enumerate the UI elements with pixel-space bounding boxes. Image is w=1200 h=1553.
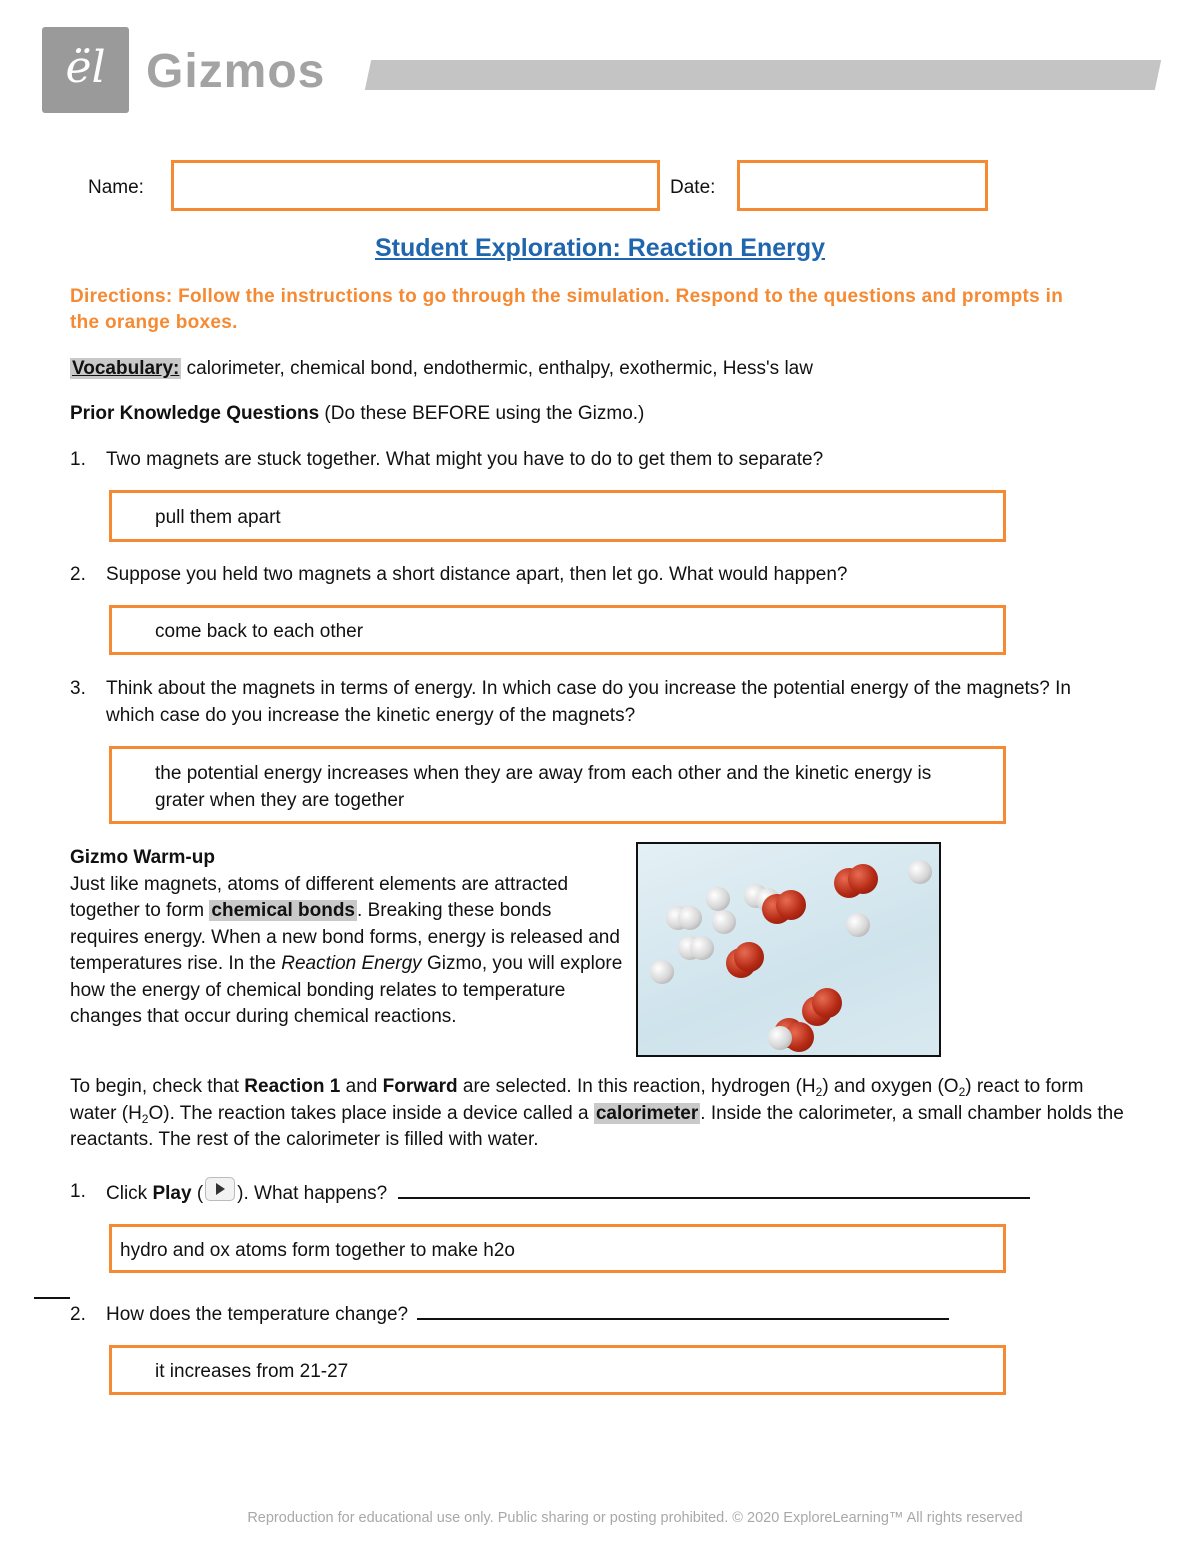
header-bar	[365, 60, 1161, 90]
calorimeter-term: calorimeter	[595, 1102, 699, 1124]
answer-line	[398, 1181, 1030, 1199]
chemical-bonds-term: chemical bonds	[211, 900, 356, 921]
stray-line	[34, 1297, 70, 1299]
question-text-part: ). What happens?	[237, 1183, 388, 1204]
explorelearning-logo-icon: ël	[65, 42, 106, 93]
question-text	[106, 1302, 1096, 1329]
begin-text: To begin, check that	[70, 1076, 245, 1097]
reaction-1-term: Reaction 1	[244, 1076, 341, 1097]
gizmo-name: Reaction Energy	[281, 953, 422, 974]
answer-box[interactable]	[109, 605, 1006, 655]
answer-box[interactable]	[109, 490, 1006, 542]
footer-copyright: Reproduction for educational use only. Public sharing or posting prohibited. © 2020 ExploreLearning™ All rights reserved	[247, 1510, 1023, 1526]
question-text-part: How does the temperature change?	[106, 1304, 409, 1325]
begin-text: are selected. In this reaction, hydrogen (H	[457, 1076, 816, 1097]
begin-text: O). The reaction takes place inside a device called a	[148, 1102, 594, 1124]
oxygen-atom	[776, 890, 806, 920]
answer-text: the potential energy increases when they are away from each other and the kinetic energy is grater when they are together	[155, 763, 932, 811]
subscript: 2	[815, 1085, 823, 1099]
begin-text: ) react to form water (H	[70, 1076, 1084, 1124]
date-field[interactable]	[737, 160, 988, 211]
question-text-part: Click	[106, 1183, 153, 1204]
oxygen-atom	[812, 988, 842, 1018]
hydrogen-atom	[690, 936, 714, 960]
warmup-section	[70, 845, 625, 1031]
answer-text: hydro and ox atoms form together to make h2o	[120, 1240, 515, 1261]
question-text-part: (	[191, 1183, 204, 1204]
subscript: 2	[141, 1111, 149, 1126]
brand-name: Gizmos	[146, 45, 326, 98]
play-icon	[205, 1177, 235, 1201]
answer-line	[417, 1302, 949, 1320]
oxygen-atom	[734, 942, 764, 972]
warmup-text: . Breaking these bonds requires energy. When a new bond forms, energy is released and temperatures rise. In the	[70, 900, 620, 974]
hydrogen-atom	[846, 913, 870, 937]
answer-box[interactable]	[109, 1345, 1006, 1395]
vocabulary	[70, 356, 1150, 383]
question-number: 3.	[70, 678, 86, 699]
begin-text: ) and oxygen (O	[822, 1076, 959, 1097]
date-label: Date:	[670, 177, 716, 198]
play-term: Play	[152, 1183, 192, 1204]
hydrogen-atom	[678, 906, 702, 930]
name-field[interactable]	[171, 160, 660, 211]
hydrogen-atom	[908, 860, 932, 884]
oxygen-atom	[848, 864, 878, 894]
answer-text: pull them apart	[155, 507, 281, 528]
prior-knowledge-note: (Do these BEFORE using the Gizmo.)	[319, 403, 645, 424]
question-text: Think about the magnets in terms of energy. In which case do you increase the potential energy of the magnets? In which case do you increase the kinetic energy of the magnets?	[106, 678, 1071, 726]
page-title: Student Exploration: Reaction Energy	[374, 234, 826, 262]
vocabulary-terms: calorimeter, chemical bond, endothermic, enthalpy, exothermic, Hess's law	[181, 358, 813, 379]
question-number: 1.	[70, 449, 86, 470]
begin-text: and	[340, 1076, 383, 1097]
forward-term: Forward	[382, 1076, 458, 1097]
vocabulary-label: Vocabulary:	[72, 358, 180, 379]
hydrogen-atom	[768, 1026, 792, 1050]
prior-knowledge-title: Prior Knowledge Questions	[70, 403, 320, 424]
hydrogen-atom	[712, 910, 736, 934]
question-number: 2.	[70, 564, 86, 585]
answer-text: it increases from 21-27	[155, 1361, 349, 1382]
name-label: Name:	[88, 177, 144, 198]
warmup-text: Just like magnets, atoms of different elements are attracted together to form	[70, 873, 569, 921]
answer-box[interactable]	[109, 746, 1006, 824]
answer-box[interactable]	[109, 1224, 1006, 1273]
question-text: Suppose you held two magnets a short distance apart, then let go. What would happen?	[106, 564, 848, 585]
question-text: Two magnets are stuck together. What might you have to do to get them to separate?	[106, 449, 824, 470]
warmup-heading: Gizmo Warm-up	[70, 847, 215, 868]
question-text	[106, 1177, 1096, 1208]
begin-instructions	[70, 1074, 1130, 1154]
subscript: 2	[958, 1085, 966, 1099]
question-number: 2.	[70, 1304, 86, 1325]
question-number: 1.	[70, 1181, 86, 1202]
reaction-simulation-image	[636, 842, 941, 1057]
directions: Directions: Follow the instructions to go through the simulation. Respond to the questions and prompts in the orange boxes.	[70, 286, 1064, 333]
begin-text: . Inside the calorimeter, a small chamber holds the reactants. The rest of the calorimeter is filled with water.	[70, 1102, 1124, 1150]
hydrogen-atom	[706, 887, 730, 911]
warmup-text: Gizmo, you will explore how the energy of chemical bonding relates to temperature changes that occur during chemical reactions.	[70, 953, 623, 1027]
hydrogen-atom	[650, 960, 674, 984]
prior-knowledge-heading	[70, 401, 1150, 428]
answer-text: come back to each other	[155, 621, 364, 642]
